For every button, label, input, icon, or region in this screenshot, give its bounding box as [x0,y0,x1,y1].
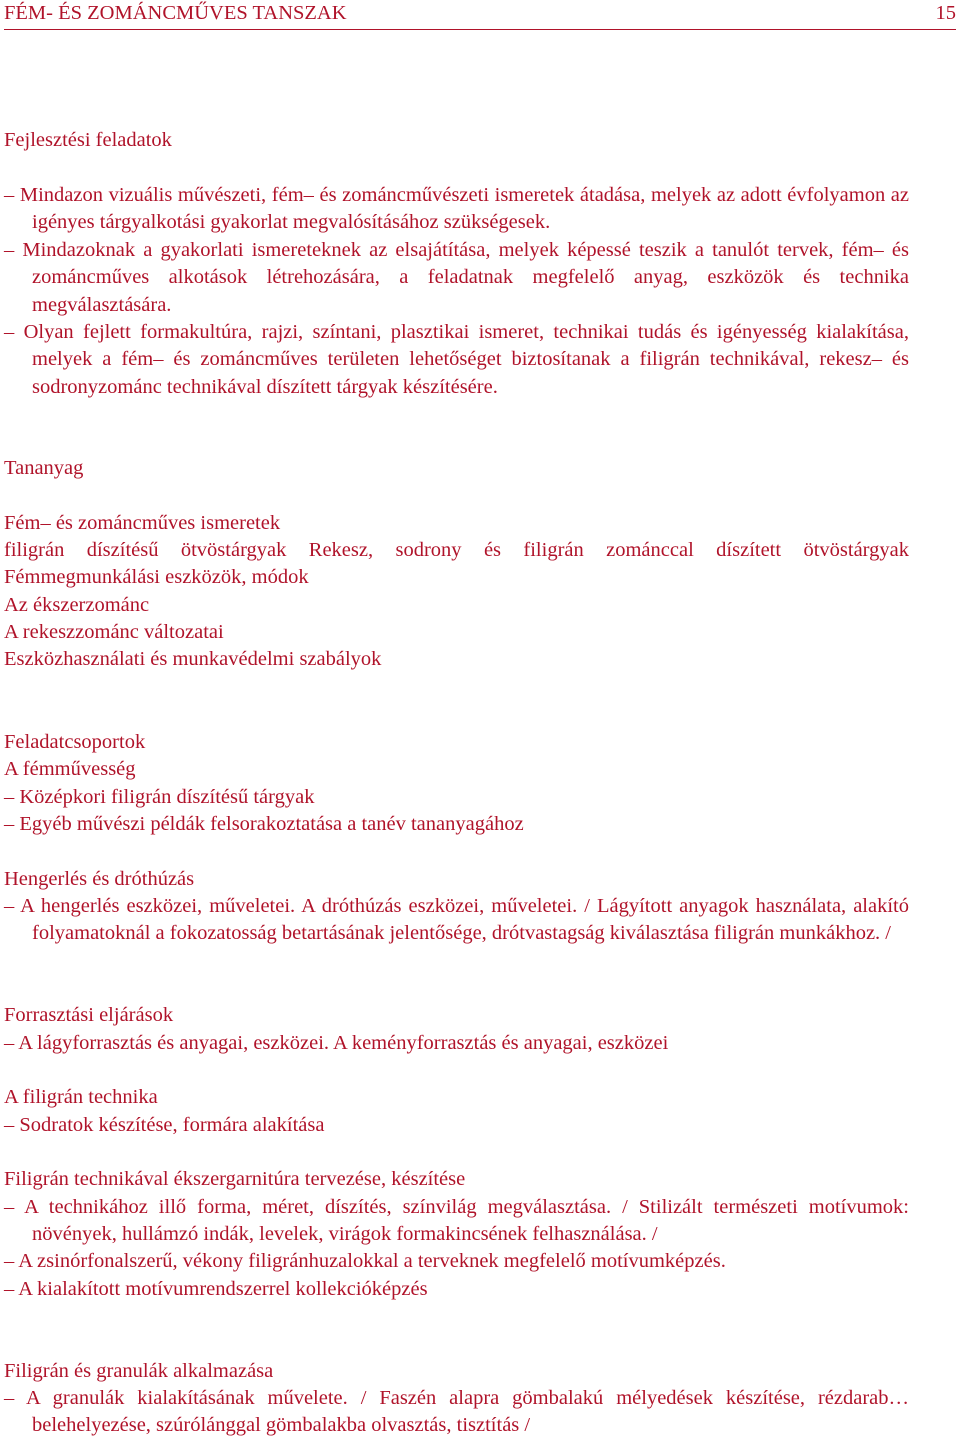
list-item: – A zsinórfonalszerű, vékony filigránhuzalokkal a terveknek megfelelő motívumképzés. [4,1250,726,1272]
tananyag-line: filigrán díszítésű ötvöstárgyak Rekesz, sodrony és filigrán zománccal díszített ötvöstárgyak [4,539,909,561]
list-item: – A hengerlés eszközei, műveletei. A dróthúzás eszközei, műveletei. / Lágyított anyagok használata, alakító folyamatoknál a fokozatosság betartásának jelentősége, drótvastagság kiválasztása filigrán munkákhoz. / [4,895,909,945]
page-header [4,2,956,30]
list-item: – Egyéb művészi példák felsorakoztatása a tanév tananyagához [4,813,524,835]
tananyag-line: Az ékszerzománc [4,594,150,616]
header-title: FÉM- ÉS ZOMÁNCMŰVES TANSZAK [4,2,347,24]
subheading-femmuvesseg: A fémművesség [4,758,136,780]
tananyag-line: Eszközhasználati és munkavédelmi szabályok [4,648,382,670]
list-item: – A granulák kialakításának művelete. / Faszén alapra gömbalakú mélyedések készítése, rézdarab…belehelyezése, szúrólánggal gömbalakba olvasztás, tisztítás / [4,1387,909,1437]
list-item: – A lágyforrasztás és anyagai, eszközei. A keményforrasztás és anyagai, eszközei [4,1032,669,1054]
list-item: – A technikához illő forma, méret, díszítés, színvilág megválasztása. / Stilizált természeti motívumok: növények, hullámzó indák, levelek, virágok formakincsének felhasználása. / [4,1196,909,1246]
section-heading-granulak: Filigrán és granulák alkalmazása [4,1360,274,1382]
section-heading-forrasztas: Forrasztási eljárások [4,1004,174,1026]
section-heading-tananyag: Tananyag [4,457,84,479]
list-item: – A kialakított motívumrendszerrel kollekcióképzés [4,1278,428,1300]
page-number: 15 [935,2,956,24]
section-heading-filigran: A filigrán technika [4,1086,158,1108]
list-item: – Sodratok készítése, formára alakítása [4,1114,325,1136]
list-item: – Középkori filigrán díszítésű tárgyak [4,786,315,808]
section-heading-fejlesztes: Fejlesztési feladatok [4,129,172,151]
list-item: – Mindazoknak a gyakorlati ismereteknek az elsajátítása, melyek képessé teszik a tanulót tervek, fém– és zománcműves alkotások létrehozására, a feladatnak megfelelő anyag, eszközök és technika megválasztására. [4,239,909,316]
tananyag-line: A rekeszzománc változatai [4,621,224,643]
tananyag-line: Fémmegmunkálási eszközök, módok [4,566,309,588]
tananyag-line: Fém– és zománcműves ismeretek [4,512,281,534]
list-item: – Olyan fejlett formakultúra, rajzi, színtani, plasztikai ismeret, technikai tudás és igényesség kialakítása, melyek a fém– és zománcműves területen lehetőséget biztosítanak a filigrán technikával, rekesz– és sodronyzománc technikával díszített tárgyak készítésére. [4,321,909,398]
section-heading-feladatcsoportok: Feladatcsoportok [4,731,146,753]
section-heading-ekszergarnitura: Filigrán technikával ékszergarnitúra tervezése, készítése [4,1168,466,1190]
section-heading-hengerles: Hengerlés és dróthúzás [4,868,195,890]
list-item: – Mindazon vizuális művészeti, fém– és zománcművészeti ismeretek átadása, melyek az adott évfolyamon az igényes tárgyalkotási gyakorlat megvalósításához szükségesek. [4,184,909,234]
